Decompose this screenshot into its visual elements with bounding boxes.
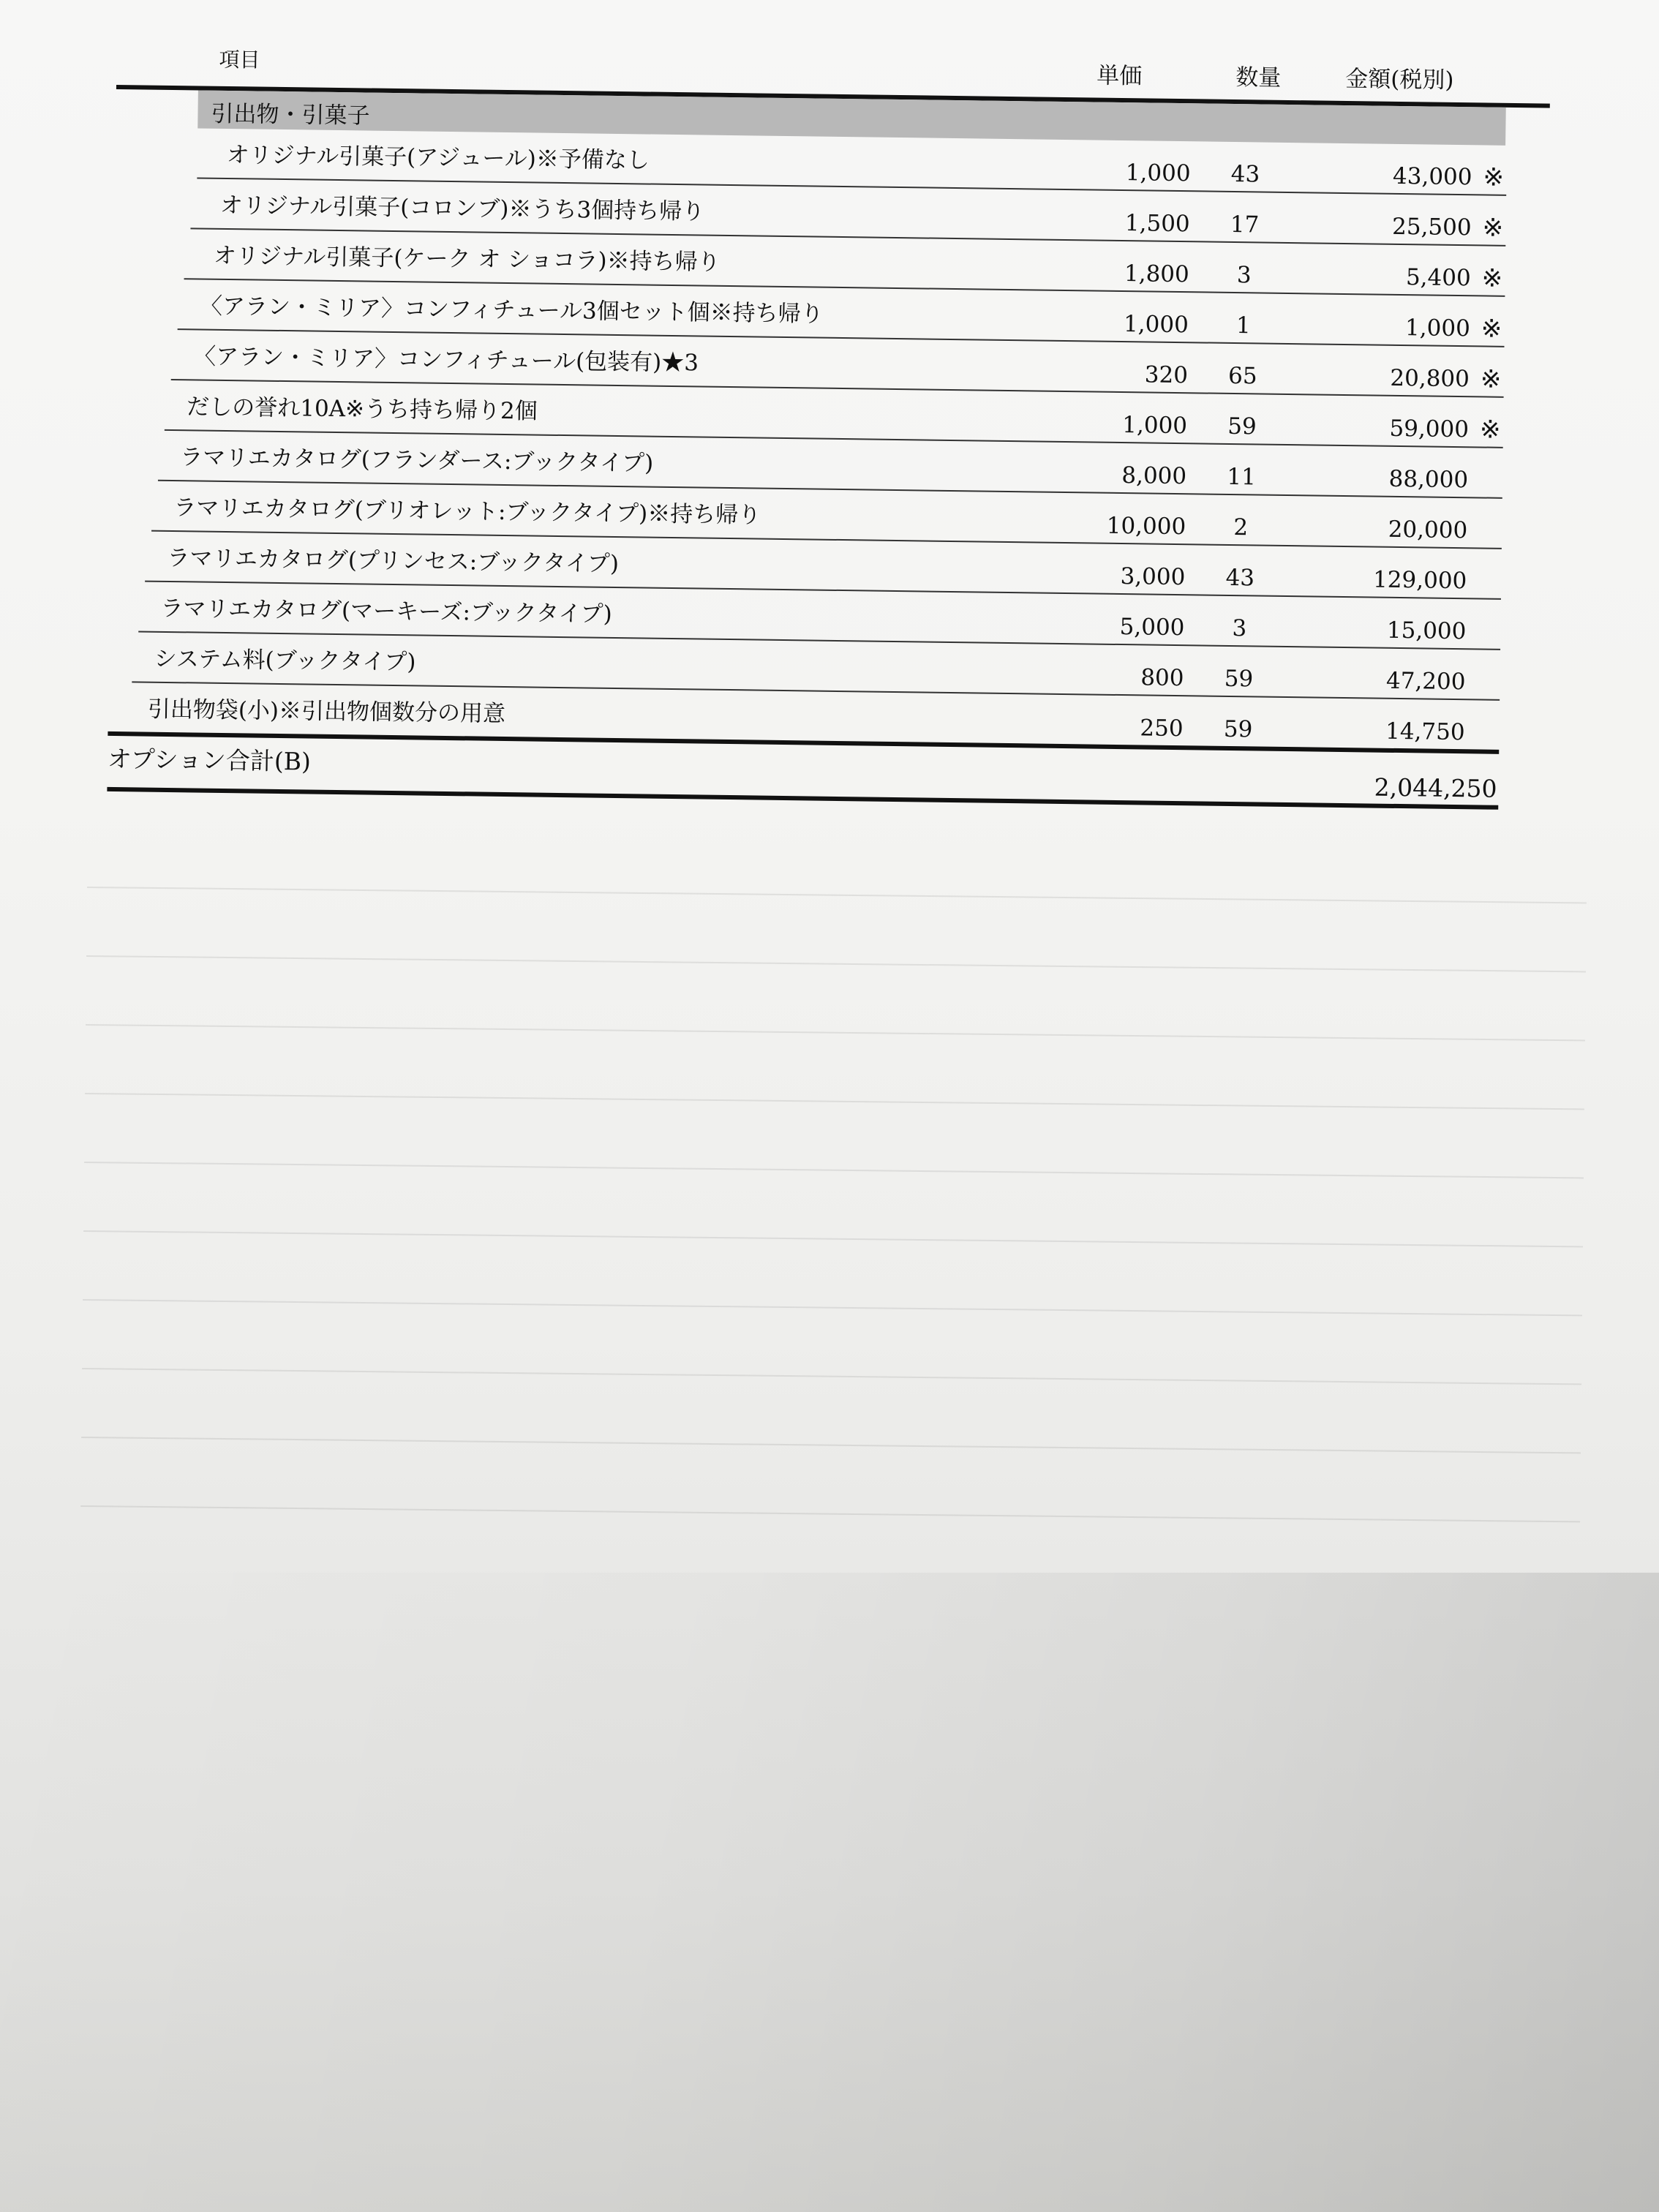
invoice-table	[107, 29, 1550, 810]
row-unit-price: 3,000	[1120, 563, 1186, 591]
row-amount: 88,000	[1388, 465, 1469, 494]
row-item-name: システム料(ブックタイプ)	[154, 645, 416, 676]
row-quantity: 1	[1235, 312, 1251, 339]
row-unit-price: 1,000	[1122, 412, 1188, 440]
row-item-name: 〈アラン・ミリア〉コンフィチュール(包装有)★3	[192, 343, 699, 377]
row-quantity: 11	[1227, 463, 1257, 491]
row-amount: 15,000	[1386, 617, 1467, 645]
ghost-line	[80, 1438, 1581, 1522]
row-amount: 129,000	[1372, 566, 1467, 595]
row-quantity: 3	[1232, 615, 1247, 642]
row-note-mark: ※	[1483, 162, 1505, 192]
row-unit-price: 250	[1140, 715, 1184, 742]
row-unit-price: 1,000	[1123, 311, 1189, 339]
row-unit-price: 1,000	[1125, 159, 1191, 187]
row-amount: 14,750	[1385, 718, 1465, 746]
page-shadow	[0, 1573, 1659, 2212]
row-item-name: ラマリエカタログ(プリンセス:ブックタイプ)	[167, 544, 620, 578]
row-quantity: 3	[1236, 262, 1252, 289]
row-unit-price: 10,000	[1106, 512, 1186, 541]
row-item-name: ラマリエカタログ(マーキーズ:ブックタイプ)	[160, 595, 612, 628]
row-quantity: 43	[1225, 564, 1255, 592]
row-unit-price: 800	[1140, 664, 1184, 692]
row-quantity: 43	[1230, 160, 1260, 188]
row-unit-price: 5,000	[1119, 614, 1185, 642]
row-unit-price: 320	[1144, 361, 1189, 389]
row-item-name: オリジナル引菓子(ケーク オ ショコラ)※持ち帰り	[213, 242, 721, 276]
row-amount: 1,000	[1404, 315, 1471, 342]
row-item-name: 引出物袋(小)※引出物個数分の用意	[147, 696, 506, 728]
row-item-name: だしの誉れ10A※うち持ち帰り2個	[187, 394, 538, 425]
row-item-name: オリジナル引菓子(コロンブ)※うち3個持ち帰り	[219, 192, 705, 225]
row-unit-price: 1,800	[1124, 260, 1189, 288]
row-quantity: 17	[1230, 211, 1260, 238]
row-item-name: ラマリエカタログ(ブリオレット:ブックタイプ)※持ち帰り	[173, 494, 761, 529]
row-item-name: 〈アラン・ミリア〉コンフィチュール3個セット個※持ち帰り	[199, 293, 824, 328]
header-quantity: 数量	[1235, 64, 1282, 91]
row-amount: 5,400	[1405, 264, 1471, 292]
row-quantity: 65	[1227, 362, 1257, 390]
row-amount: 59,000	[1389, 415, 1470, 443]
group-label: 引出物・引菓子	[211, 100, 370, 129]
row-quantity: 2	[1233, 514, 1249, 541]
row-item-name: オリジナル引菓子(アジュール)※予備なし	[226, 141, 650, 174]
row-unit-price: 1,500	[1124, 210, 1190, 238]
row-item-name: ラマリエカタログ(フランダース:ブックタイプ)	[180, 444, 654, 477]
row-note-mark: ※	[1479, 415, 1501, 445]
row-amount: 25,500	[1391, 213, 1472, 241]
header-unit-price: 単価	[1096, 62, 1143, 90]
row-unit-price: 8,000	[1121, 462, 1187, 490]
option-total-label: オプション合計(B)	[107, 744, 312, 776]
row-amount: 47,200	[1385, 667, 1466, 696]
row-quantity: 59	[1224, 665, 1254, 693]
row-note-mark: ※	[1481, 263, 1503, 293]
header-amount: 金額(税別)	[1345, 65, 1454, 94]
option-total-value: 2,044,250	[1374, 772, 1497, 803]
row-note-mark: ※	[1482, 213, 1504, 243]
row-note-mark: ※	[1481, 314, 1502, 344]
row-note-mark: ※	[1480, 364, 1502, 394]
row-amount: 43,000	[1392, 162, 1472, 191]
row-quantity: 59	[1227, 413, 1257, 440]
row-amount: 20,800	[1390, 364, 1470, 393]
header-item: 項目	[219, 47, 260, 72]
show-through-rows	[80, 819, 1587, 1522]
row-quantity: 59	[1223, 715, 1253, 743]
row-amount: 20,000	[1388, 516, 1468, 544]
